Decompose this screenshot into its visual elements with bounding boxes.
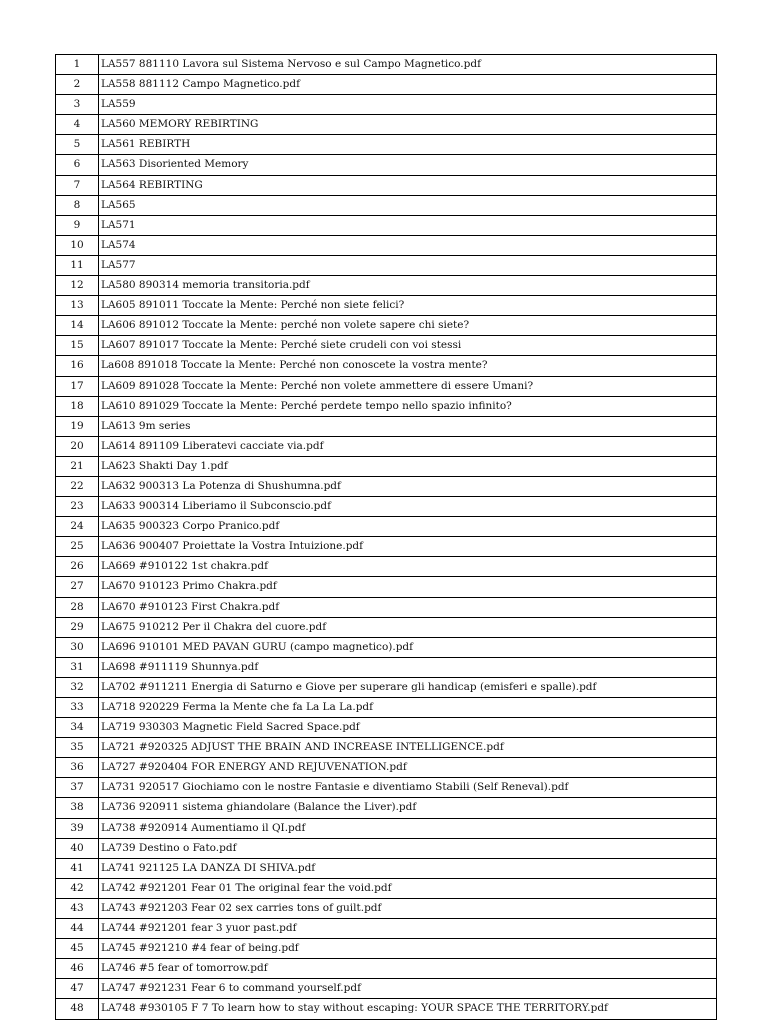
table-row [56, 738, 717, 758]
file-title: LA580 890314 memoria transitoria.pdf [99, 276, 717, 296]
row-number: 16 [56, 356, 99, 376]
file-title: LA559 [99, 95, 717, 115]
table-row [56, 195, 717, 215]
row-number: 33 [56, 698, 99, 718]
table-row [56, 858, 717, 878]
row-number: 38 [56, 798, 99, 818]
row-number: 27 [56, 577, 99, 597]
table-row [56, 436, 717, 456]
table-row [56, 657, 717, 677]
file-title: LA613 9m series [99, 416, 717, 436]
table-row [56, 959, 717, 979]
file-title: LA743 #921203 Fear 02 sex carries tons of guilt.pdf [99, 898, 717, 918]
row-number: 5 [56, 135, 99, 155]
row-number: 10 [56, 235, 99, 255]
file-title: LA702 #911211 Energia di Saturno e Giove per superare gli handicap (emisferi e spalle).pdf [99, 677, 717, 697]
table-row [56, 898, 717, 918]
file-title: LA561 REBIRTH [99, 135, 717, 155]
row-number: 30 [56, 637, 99, 657]
row-number: 47 [56, 979, 99, 999]
row-number: 26 [56, 557, 99, 577]
table-row [56, 356, 717, 376]
table-row [56, 517, 717, 537]
file-title: LA610 891029 Toccate la Mente: Perché perdete tempo nello spazio infinito? [99, 396, 717, 416]
file-title: LA633 900314 Liberiamo il Subconscio.pdf [99, 497, 717, 517]
table-row [56, 698, 717, 718]
row-number: 35 [56, 738, 99, 758]
file-title: LA675 910212 Per il Chakra del cuore.pdf [99, 617, 717, 637]
row-number: 39 [56, 818, 99, 838]
table-row [56, 557, 717, 577]
file-title: LA557 881110 Lavora sul Sistema Nervoso e sul Campo Magnetico.pdf [99, 55, 717, 75]
row-number: 18 [56, 396, 99, 416]
table-row [56, 75, 717, 95]
file-title: LA727 #920404 FOR ENERGY AND REJUVENATION.pdf [99, 758, 717, 778]
table-row [56, 497, 717, 517]
file-title: LA565 [99, 195, 717, 215]
file-title: LA636 900407 Proiettate la Vostra Intuizione.pdf [99, 537, 717, 557]
row-number: 36 [56, 758, 99, 778]
file-title: LA738 #920914 Aumentiamo il QI.pdf [99, 818, 717, 838]
table-row [56, 878, 717, 898]
file-title: LA635 900323 Corpo Pranico.pdf [99, 517, 717, 537]
file-title: LA607 891017 Toccate la Mente: Perché siete crudeli con voi stessi [99, 336, 717, 356]
table-row [56, 155, 717, 175]
row-number: 6 [56, 155, 99, 175]
file-title: LA718 920229 Ferma la Mente che fa La La La.pdf [99, 698, 717, 718]
file-title: LA606 891012 Toccate la Mente: perché non volete sapere chi siete? [99, 316, 717, 336]
table-row [56, 919, 717, 939]
row-number: 11 [56, 255, 99, 275]
table-row [56, 637, 717, 657]
row-number: 2 [56, 75, 99, 95]
table-row [56, 276, 717, 296]
row-number: 48 [56, 999, 99, 1019]
row-number: 31 [56, 657, 99, 677]
row-number: 24 [56, 517, 99, 537]
table-row [56, 296, 717, 316]
row-number: 45 [56, 939, 99, 959]
row-number: 37 [56, 778, 99, 798]
file-title: LA736 920911 sistema ghiandolare (Balance the Liver).pdf [99, 798, 717, 818]
file-title: LA571 [99, 215, 717, 235]
table-row [56, 597, 717, 617]
table-row [56, 135, 717, 155]
table-body [56, 55, 717, 1020]
file-title: LA614 891109 Liberatevi cacciate via.pdf [99, 436, 717, 456]
table-row [56, 537, 717, 557]
row-number: 34 [56, 718, 99, 738]
row-number: 41 [56, 858, 99, 878]
file-title: LA746 #5 fear of tomorrow.pdf [99, 959, 717, 979]
row-number: 23 [56, 497, 99, 517]
table-row [56, 577, 717, 597]
table-row [56, 215, 717, 235]
row-number: 9 [56, 215, 99, 235]
row-number: 19 [56, 416, 99, 436]
file-title: LA731 920517 Giochiamo con le nostre Fantasie e diventiamo Stabili (Self Reneval).pdf [99, 778, 717, 798]
row-number: 1 [56, 55, 99, 75]
table-row [56, 818, 717, 838]
row-number: 32 [56, 677, 99, 697]
row-number: 28 [56, 597, 99, 617]
file-title: LA560 MEMORY REBIRTING [99, 115, 717, 135]
table-row [56, 979, 717, 999]
file-list-table [55, 54, 717, 1020]
file-title: LA745 #921210 #4 fear of being.pdf [99, 939, 717, 959]
file-title: LA564 REBIRTING [99, 175, 717, 195]
row-number: 13 [56, 296, 99, 316]
table-row [56, 416, 717, 436]
table-row [56, 175, 717, 195]
row-number: 3 [56, 95, 99, 115]
row-number: 7 [56, 175, 99, 195]
file-title: LA605 891011 Toccate la Mente: Perché non siete felici? [99, 296, 717, 316]
table-row [56, 798, 717, 818]
file-title: LA632 900313 La Potenza di Shushumna.pdf [99, 476, 717, 496]
file-title: LA577 [99, 255, 717, 275]
table-row [56, 617, 717, 637]
row-number: 20 [56, 436, 99, 456]
table-row [56, 718, 717, 738]
row-number: 46 [56, 959, 99, 979]
file-title: LA696 910101 MED PAVAN GURU (campo magnetico).pdf [99, 637, 717, 657]
file-title: LA623 Shakti Day 1.pdf [99, 456, 717, 476]
table-row [56, 999, 717, 1019]
file-title: LA748 #930105 F 7 To learn how to stay without escaping: YOUR SPACE THE TERRITORY.pdf [99, 999, 717, 1019]
file-title: LA747 #921231 Fear 6 to command yourself.pdf [99, 979, 717, 999]
row-number: 15 [56, 336, 99, 356]
row-number: 22 [56, 476, 99, 496]
file-title: LA609 891028 Toccate la Mente: Perché non volete ammettere di essere Umani? [99, 376, 717, 396]
file-title: LA739 Destino o Fato.pdf [99, 838, 717, 858]
file-title: LA719 930303 Magnetic Field Sacred Space.pdf [99, 718, 717, 738]
table-row [56, 336, 717, 356]
table-row [56, 939, 717, 959]
file-title: LA670 #910123 First Chakra.pdf [99, 597, 717, 617]
table-row [56, 95, 717, 115]
file-title: LA744 #921201 fear 3 yuor past.pdf [99, 919, 717, 939]
file-title: LA698 #911119 Shunnya.pdf [99, 657, 717, 677]
table-row [56, 456, 717, 476]
row-number: 44 [56, 919, 99, 939]
table-row [56, 235, 717, 255]
row-number: 43 [56, 898, 99, 918]
file-title: LA563 Disoriented Memory [99, 155, 717, 175]
file-title: LA574 [99, 235, 717, 255]
table-row [56, 376, 717, 396]
file-title: LA741 921125 LA DANZA DI SHIVA.pdf [99, 858, 717, 878]
row-number: 17 [56, 376, 99, 396]
file-title: LA558 881112 Campo Magnetico.pdf [99, 75, 717, 95]
table-row [56, 115, 717, 135]
row-number: 25 [56, 537, 99, 557]
file-title: La608 891018 Toccate la Mente: Perché non conoscete la vostra mente? [99, 356, 717, 376]
table-row [56, 677, 717, 697]
row-number: 12 [56, 276, 99, 296]
table-row [56, 778, 717, 798]
table-row [56, 758, 717, 778]
row-number: 29 [56, 617, 99, 637]
row-number: 42 [56, 878, 99, 898]
row-number: 21 [56, 456, 99, 476]
table-row [56, 255, 717, 275]
row-number: 4 [56, 115, 99, 135]
row-number: 14 [56, 316, 99, 336]
row-number: 8 [56, 195, 99, 215]
table-row [56, 316, 717, 336]
table-row [56, 838, 717, 858]
table-row [56, 396, 717, 416]
table-row [56, 55, 717, 75]
table-row [56, 476, 717, 496]
file-title: LA721 #920325 ADJUST THE BRAIN AND INCREASE INTELLIGENCE.pdf [99, 738, 717, 758]
row-number: 40 [56, 838, 99, 858]
file-title: LA670 910123 Primo Chakra.pdf [99, 577, 717, 597]
file-title: LA742 #921201 Fear 01 The original fear the void.pdf [99, 878, 717, 898]
file-title: LA669 #910122 1st chakra.pdf [99, 557, 717, 577]
